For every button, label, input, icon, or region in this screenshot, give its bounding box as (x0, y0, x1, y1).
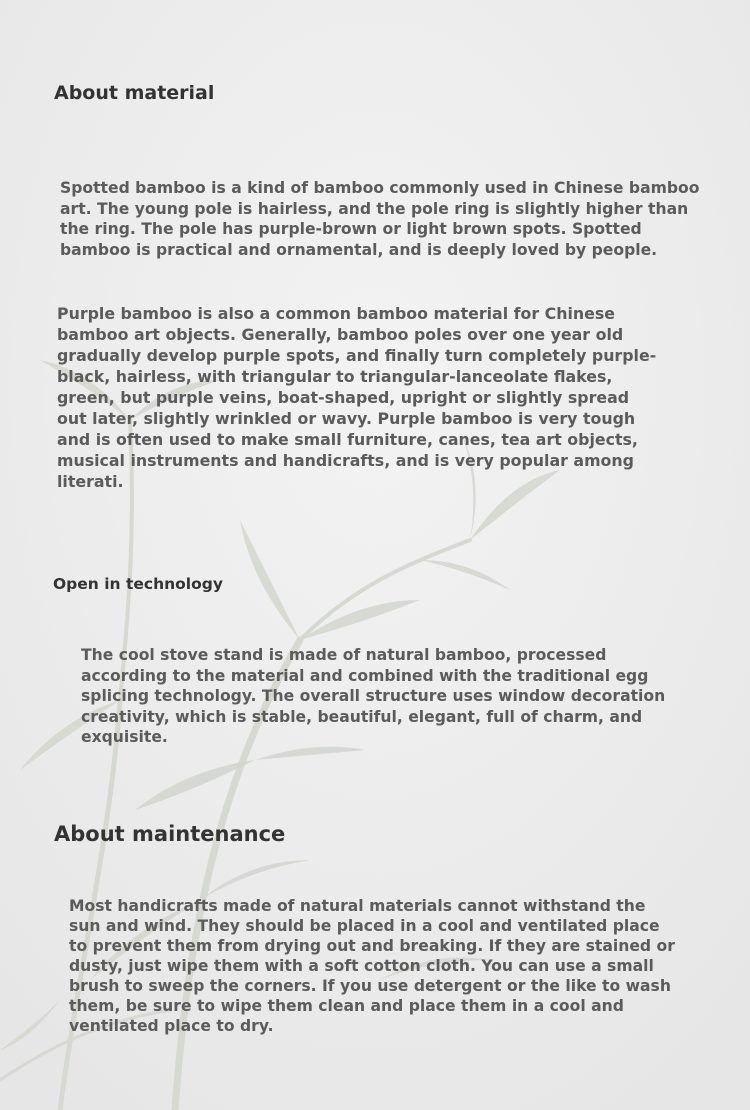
paragraph-spotted-bamboo: Spotted bamboo is a kind of bamboo commonly used in Chinese bamboo art. The young pole is hairless, and the pole ring is slightly higher than the ring. The pole has purple-brown or light brown spots. Spotted bamboo is practical and ornamental, and is deeply loved by people. (60, 179, 700, 259)
heading-about-material: About material (54, 82, 215, 104)
paragraph-maintenance: Most handicrafts made of natural materials cannot withstand the sun and wind. They should be placed in a cool and ventilated place to prevent them from drying out and breaking. If they are stained or dusty, just wipe them with a soft cotton cloth. You can use a small brush to sweep the corners. If you use detergent or the like to wash them, be sure to wipe them clean and place them in a cool and ventilated place to dry. (69, 897, 675, 1035)
paragraph-technology: The cool stove stand is made of natural bamboo, processed according to the material and combined with the traditional egg splicing technology. The overall structure uses window decoration creativity, which is stable, beautiful, elegant, full of charm, and exquisite. (81, 646, 666, 746)
heading-open-in-technology: Open in technology (53, 575, 223, 593)
paragraph-purple-bamboo: Purple bamboo is also a common bamboo material for Chinese bamboo art objects. Generally, bamboo poles over one year old gradually develop purple spots, and finally turn completely purple-black, hairless, with triangular to triangular-lanceolate flakes, green, but purple veins, boat-shaped, upright or slightly spread out later, slightly wrinkled or wavy. Purple bamboo is very tough and is often used to make small furniture, canes, tea art objects, musical instruments and handicrafts, and is very popular among literati. (57, 304, 657, 491)
heading-about-maintenance: About maintenance (54, 822, 286, 846)
